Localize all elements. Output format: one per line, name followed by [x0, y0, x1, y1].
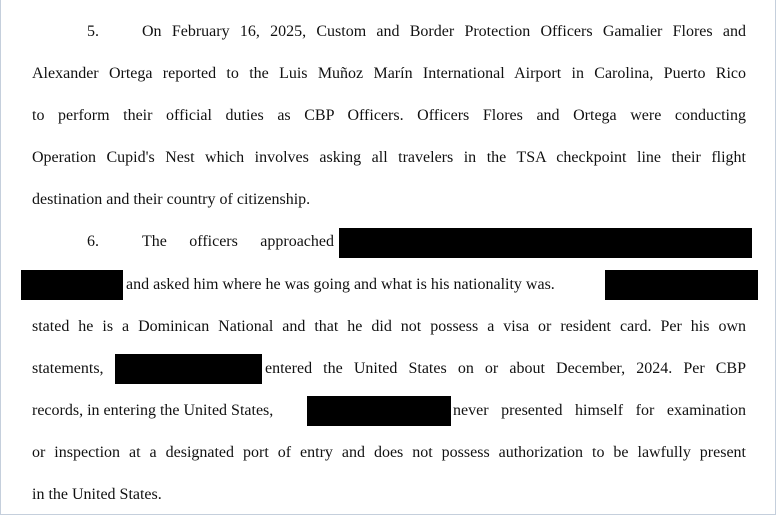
- paragraph-5-line-5: destination and their country of citizenship.: [32, 191, 311, 208]
- paragraph-6-line-3: stated he is a Dominican National and that he did not possess a visa or resident card. Per his own: [32, 318, 746, 335]
- paragraph-5-line-4: Operation Cupid's Nest which involves asking all travelers in the TSA checkpoint line their flight: [32, 149, 746, 166]
- paragraph-6-line-5-start: records, in entering the United States,: [32, 402, 274, 419]
- paragraph-5-line-1: [32, 21, 746, 43]
- paragraph-6-line-2: and asked him where he was going and what is his nationality was.: [126, 276, 555, 293]
- paragraph-6-line-6: or inspection at a designated port of entry and does not possess authorization to be lawfully present: [32, 444, 746, 461]
- paragraph-6-number: 6.: [87, 233, 99, 250]
- paragraph-5-number: 5.: [87, 23, 99, 40]
- paragraph-5-text-line-1: On February 16, 2025, Custom and Border Protection Officers Gamalier Flores and: [142, 23, 746, 40]
- paragraph-6-text-line-1: The officers approached: [142, 233, 334, 250]
- paragraph-6-line-4-end: entered the United States on or about December, 2024. Per CBP: [265, 360, 746, 377]
- redaction-box: [115, 354, 262, 384]
- paragraph-6-line-4-start: statements,: [32, 360, 104, 377]
- paragraph-6-line-7: in the United States.: [32, 486, 162, 503]
- redaction-box: [21, 270, 123, 300]
- redaction-box: [339, 228, 752, 258]
- paragraph-5-line-2: Alexander Ortega reported to the Luis Muñoz Marín International Airport in Carolina, Puerto Rico: [32, 65, 746, 82]
- redaction-box: [307, 396, 451, 426]
- redaction-box: [605, 270, 758, 300]
- paragraph-6-line-5-end: never presented himself for examination: [453, 402, 746, 419]
- paragraph-5-line-3: to perform their official duties as CBP Officers. Officers Flores and Ortega were conducting: [32, 107, 746, 124]
